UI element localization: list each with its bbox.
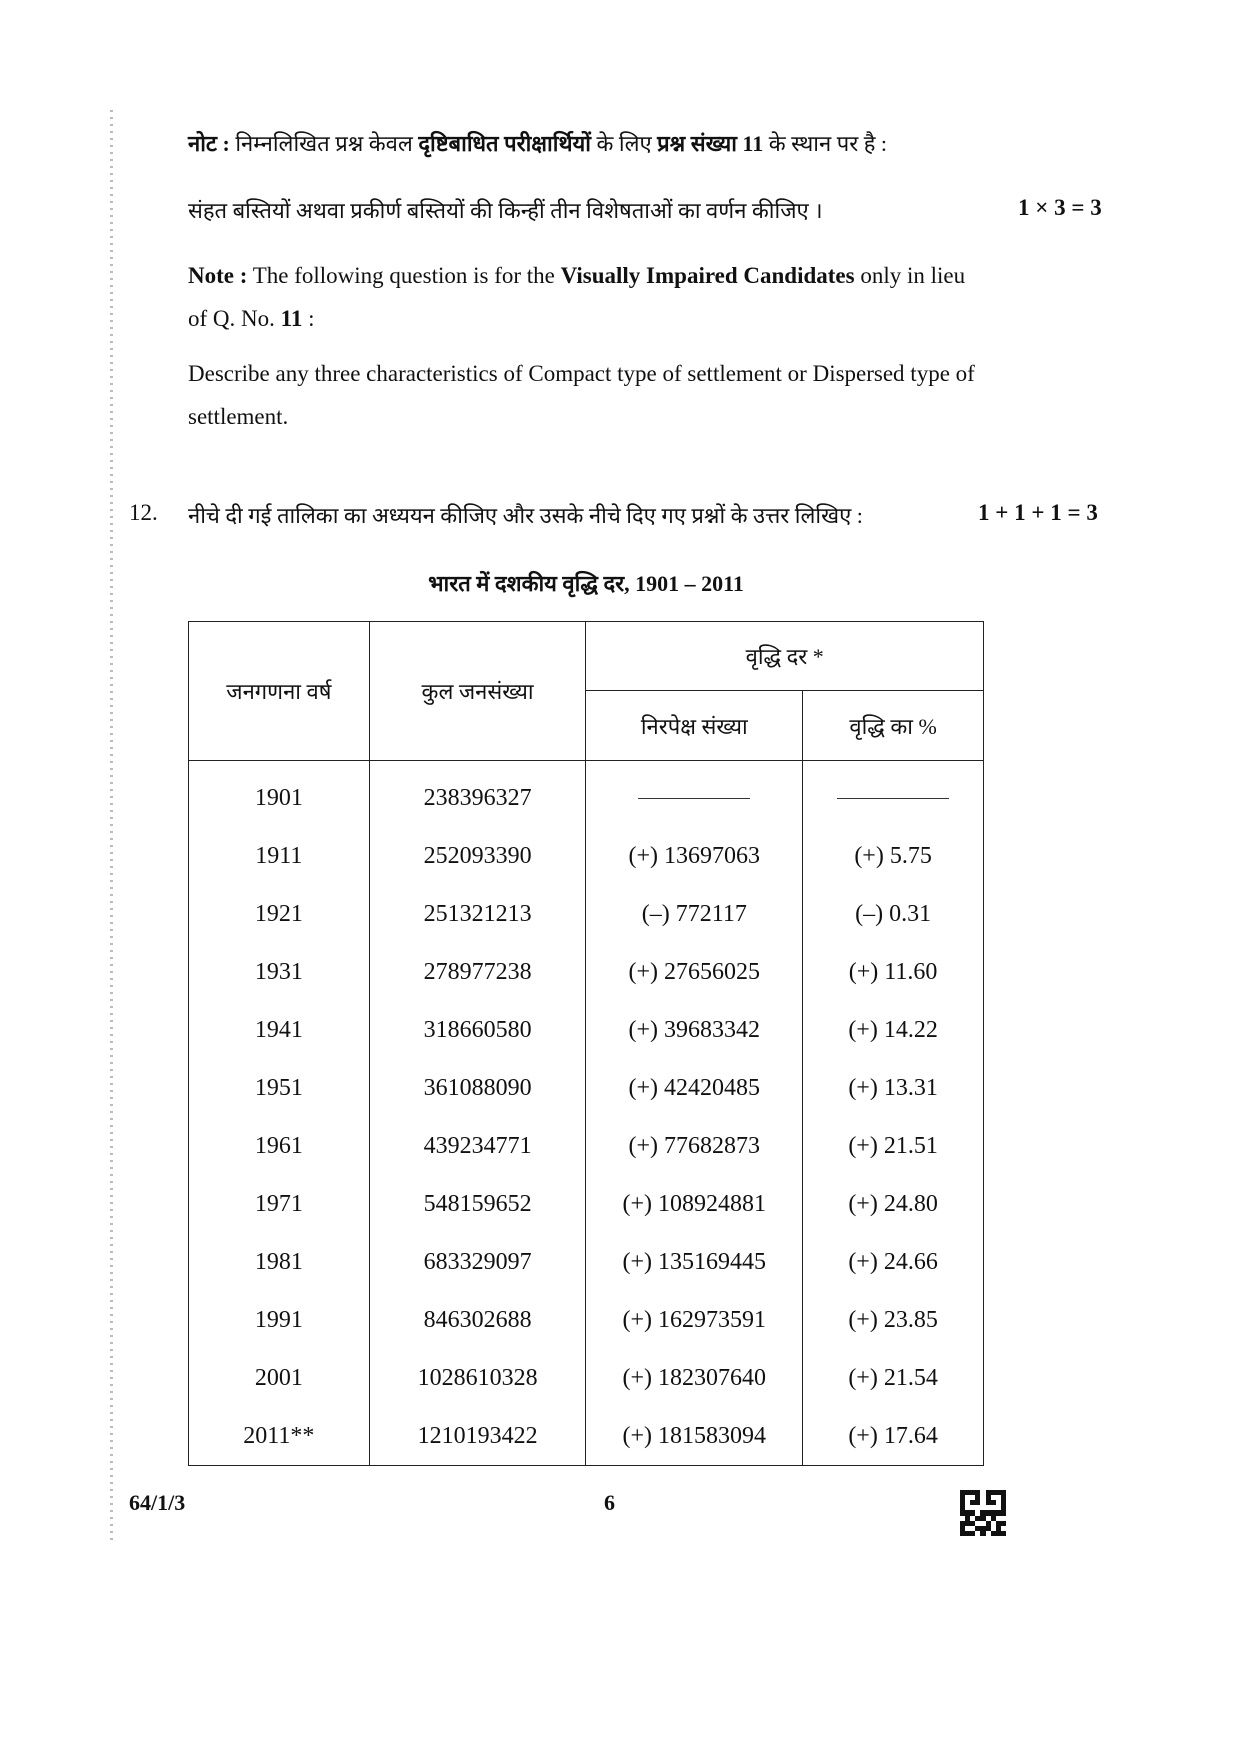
cell-population: 548159652 — [369, 1175, 586, 1233]
table-row — [189, 1407, 984, 1466]
cell-percent: (+) 13.31 — [803, 1059, 984, 1117]
cell-percent: (+) 24.66 — [803, 1233, 984, 1291]
cell-absolute: (+) 39683342 — [586, 1001, 803, 1059]
cell-absolute: (–) 772117 — [586, 885, 803, 943]
table-row — [189, 943, 984, 1001]
cell-absolute: (+) 42420485 — [586, 1059, 803, 1117]
question-hindi: संहत बस्तियों अथवा प्रकीर्ण बस्तियों की किन्हीं तीन विशेषताओं का वर्णन कीजिए । — [188, 198, 823, 223]
cell-year: 1921 — [189, 885, 370, 943]
growth-rate-table — [188, 621, 984, 1466]
cell-year: 2001 — [189, 1349, 370, 1407]
header-total-population: कुल जनसंख्या — [369, 622, 586, 761]
qr-code — [960, 1490, 1006, 1536]
cell-population: 251321213 — [369, 885, 586, 943]
cell-year: 1991 — [189, 1291, 370, 1349]
cell-absolute: (+) 108924881 — [586, 1175, 803, 1233]
marks-12: 1 + 1 + 1 = 3 — [978, 500, 1098, 525]
cell-absolute: (+) 135169445 — [586, 1233, 803, 1291]
cell-absolute: (+) 13697063 — [586, 827, 803, 885]
cell-year: 1951 — [189, 1059, 370, 1117]
table-row — [189, 761, 984, 828]
cell-year: 1941 — [189, 1001, 370, 1059]
cell-percent: (+) 11.60 — [803, 943, 984, 1001]
table-row — [189, 827, 984, 885]
empty-dash — [638, 798, 750, 799]
cell-population: 1028610328 — [369, 1349, 586, 1407]
cell-population: 252093390 — [369, 827, 586, 885]
cell-population: 683329097 — [369, 1233, 586, 1291]
cell-percent: (+) 23.85 — [803, 1291, 984, 1349]
cell-percent: (+) 21.51 — [803, 1117, 984, 1175]
table-row — [189, 1117, 984, 1175]
cell-population: 846302688 — [369, 1291, 586, 1349]
cell-absolute — [586, 761, 803, 828]
paper-code: 64/1/3 — [129, 1490, 186, 1515]
header-growth-percent: वृद्धि का % — [803, 691, 984, 761]
cell-percent: (+) 17.64 — [803, 1407, 984, 1466]
question-12-text: नीचे दी गई तालिका का अध्ययन कीजिए और उसके नीचे दिए गए प्रश्नों के उत्तर लिखिए : — [188, 503, 863, 528]
table-row — [189, 1001, 984, 1059]
table-row — [189, 885, 984, 943]
cell-year: 2011** — [189, 1407, 370, 1466]
cell-population: 318660580 — [369, 1001, 586, 1059]
cell-year: 1911 — [189, 827, 370, 885]
question-english: Describe any three characteristics of Compact type of settlement or Dispersed type of settlement. — [188, 361, 975, 429]
table-row — [189, 1349, 984, 1407]
note-hindi: नोट : निम्नलिखित प्रश्न केवल दृष्टिबाधित परीक्षार्थियों के लिए प्रश्न संख्या 11 के स्थान पर है : — [188, 131, 887, 156]
cell-year: 1961 — [189, 1117, 370, 1175]
header-growth-rate: वृद्धि दर * — [586, 622, 984, 691]
cell-percent: (–) 0.31 — [803, 885, 984, 943]
margin-security-strip — [110, 110, 113, 1540]
marks-hindi: 1 × 3 = 3 — [1018, 195, 1102, 220]
cell-percent: (+) 5.75 — [803, 827, 984, 885]
table-row — [189, 1059, 984, 1117]
table-row — [189, 1233, 984, 1291]
cell-population: 1210193422 — [369, 1407, 586, 1466]
cell-absolute: (+) 77682873 — [586, 1117, 803, 1175]
question-number: 12. — [129, 500, 158, 525]
cell-absolute: (+) 162973591 — [586, 1291, 803, 1349]
cell-population: 238396327 — [369, 761, 586, 828]
cell-percent: (+) 14.22 — [803, 1001, 984, 1059]
header-absolute-number: निरपेक्ष संख्या — [586, 691, 803, 761]
cell-percent: (+) 24.80 — [803, 1175, 984, 1233]
table-row — [189, 1175, 984, 1233]
cell-population: 278977238 — [369, 943, 586, 1001]
table-row — [189, 1291, 984, 1349]
cell-year: 1901 — [189, 761, 370, 828]
empty-dash — [837, 798, 949, 799]
cell-percent: (+) 21.54 — [803, 1349, 984, 1407]
cell-population: 361088090 — [369, 1059, 586, 1117]
cell-percent — [803, 761, 984, 828]
page-number: 6 — [604, 1490, 615, 1515]
cell-year: 1981 — [189, 1233, 370, 1291]
cell-population: 439234771 — [369, 1117, 586, 1175]
cell-year: 1971 — [189, 1175, 370, 1233]
cell-absolute: (+) 182307640 — [586, 1349, 803, 1407]
note-english: Note : The following question is for the Visually Impaired Candidates only in lieu of Q. No. 11 : — [188, 263, 966, 331]
cell-absolute: (+) 27656025 — [586, 943, 803, 1001]
table-title: भारत में दशकीय वृद्धि दर, 1901 – 2011 — [428, 571, 744, 596]
cell-year: 1931 — [189, 943, 370, 1001]
cell-absolute: (+) 181583094 — [586, 1407, 803, 1466]
header-census-year: जनगणना वर्ष — [189, 622, 370, 761]
